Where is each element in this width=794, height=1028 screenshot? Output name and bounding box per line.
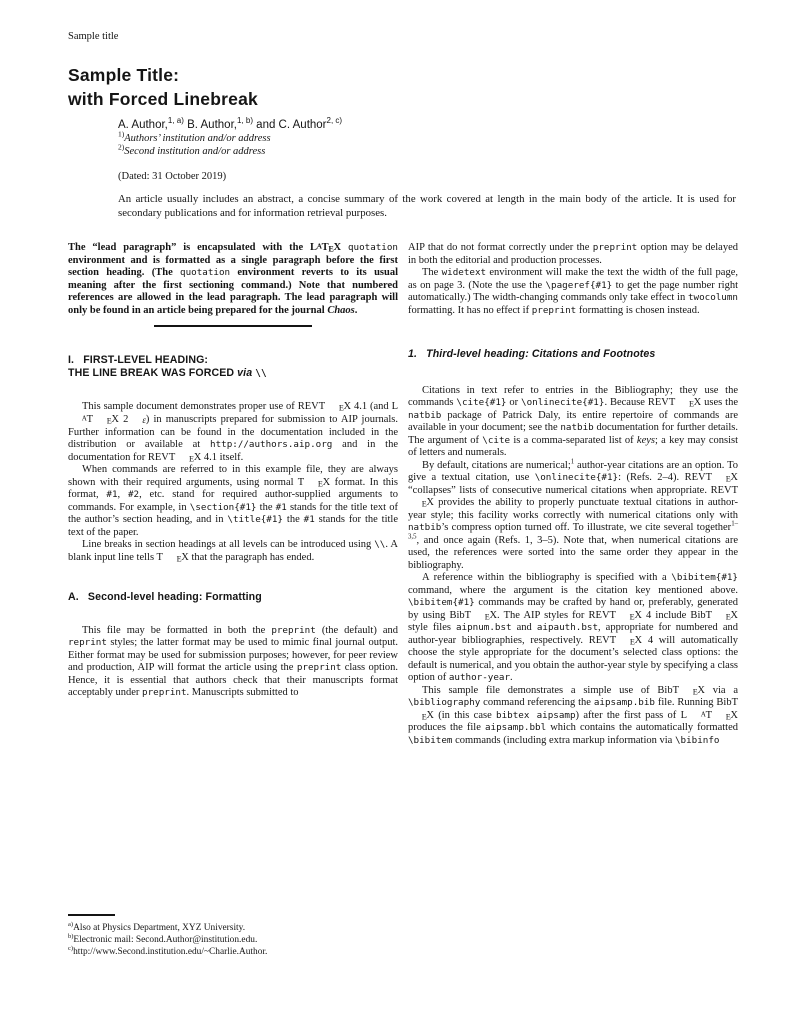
footnote-b: $^{b)}$Electronic mail: Second.Author@institution.edu. — [68, 932, 258, 945]
abstract-text: An article usually includes an abstract, a concise summary of the work covered at length in the main body of the article. It is used for secondary publications and for information retrieval purposes. — [118, 193, 736, 219]
footnote-c: $^{c)}$http://www.Second.institution.edu/~Charlie.Author. — [68, 944, 268, 957]
paper-title-line-2: with Forced Linebreak — [68, 89, 258, 109]
running-head: Sample title — [68, 31, 119, 42]
paragraph-commands: When commands are referred to in this example file, they are always shown with their required arguments, using normal T EX format. In this format, #1, #2, etc. stand for required author-supplied arguments to commands. For example, in \section{#1} the #1 stands for the title text of the author’s section heading, and in \title{#1} the #1 stands for the title text of the paper. — [68, 464, 399, 538]
affiliation-2: $^{2)}$Second institution and/or address — [118, 142, 266, 157]
paragraph-bibtex-sample: This sample file demonstrates a simple use of BibT EX via a \bibliography command referencing the aipsamp.bib file. Running BibTEX (in this case bibtex aipsamp) after the first pass of L AT EX produces the file aipsamp.bbl which contains the automatically formatted \bibitem commands (including extra markup information via \bibinfo — [408, 684, 738, 746]
lead-paragraph: The “lead paragraph” is encapsulated with the LATEX quotation environment and is formatted as a single paragraph before the first section heading. (The quotation environment reverts to its usual meaning after the first sectioning command.) Note that numbered references are allowed in the lead paragraph. The lead paragraph will only be found in an article being prepared for the journal Chaos. — [68, 242, 398, 316]
section-heading-1-line-2: THE LINE BREAK WAS FORCED via \\ — [68, 367, 267, 380]
subsection-heading-a: A. Second-level heading: Formatting — [68, 591, 262, 604]
affiliation-1: $^{1)}$Authors’ institution and/or address — [118, 129, 271, 144]
page-content — [0, 31, 794, 958]
section-heading-1-line-1: I. FIRST-LEVEL HEADING: — [68, 353, 209, 366]
subsubsection-heading-1: 1. Third-level heading: Citations and Footnotes — [408, 348, 656, 361]
paragraph-preprint-continuation: AIP that do not format correctly under the preprint option may be delayed in both the editorial and production processes. — [408, 242, 738, 266]
dated-line: (Dated: 31 October 2019) — [118, 171, 227, 182]
paragraph-linebreaks: Line breaks in section headings at all levels can be introduced using \\. A blank input line tells T EX that the paragraph has ended. — [68, 539, 398, 564]
paragraph-revtex-intro: This sample document demonstrates proper use of REVT EX 4.1 (and LAT EX 2 ε) in manuscripts prepared for submission to AIP journals. Further information can be found in the documentation included in the distribution or available at http://authors.aip.org and in the documentation for REVT EX 4.1 itself. — [68, 400, 399, 464]
footnote-a: $^{a)}$Also at Physics Department, XYZ University. — [68, 920, 246, 933]
paragraph-formatting: This file may be formatted in both the preprint (the default) and reprint styles; the latter format may be used to mimic final journal output. Either format may be used for submission purposes; however, for peer review and production, AIP will format the article using the preprint class option. Hence, it is essential that authors check that their manuscripts format acceptably under preprint. Manuscripts submitted to — [68, 624, 399, 699]
section-heading-1 — [68, 354, 398, 381]
paragraph-citations: Citations in text refer to entries in the Bibliography; they use the commands \cite{#1} or \onlinecite{#1}. Because REVT EX uses the natbib package of Patrick Daly, its entire repertoire of commands are available in your document; see the natbib documentation for further details. The argument of \cite is a comma-separated list of keys; a key may consist of letters and numerals. — [408, 384, 738, 459]
authors-line: A. Author,$^{1, a)}$ B. Author,$^{1, b)}$ and C. Author$^{2, c)}$ — [118, 116, 343, 131]
two-column-body — [68, 242, 738, 958]
paper-title-line-1: Sample Title: — [68, 65, 180, 85]
paragraph-widetext: The widetext environment will make the text the width of the full page, as on page 3. (Note the use the \pageref{#1} to get the page number right automatically.) The width-changing commands only take effect in twocolumn formatting. It has no effect if preprint formatting is chosen instead. — [408, 267, 739, 316]
paragraph-numerical-citations: By default, citations are numerical;$^1$ author-year citations are an option. To give a textual citation, use \onlinecite{#1}: (Refs. 2–4). REVT EX “collapses” lists of consecutive numerical citations when appropriate. REVTEX provides the ability to properly punctuate textual citations in author-year style; this facility works correctly with numerical citations only with natbib’s compress option turned off. To illustrate, we cite several together$^{1-3,5}$, and once again (Refs. 1, 3–5). Note that, when numerical citations are used, the references were sorted into the same order they appear in the bibliography. — [408, 458, 739, 571]
title-block — [68, 63, 738, 111]
left-column — [68, 242, 398, 958]
paragraph-bibitem: A reference within the bibliography is specified with a \bibitem{#1} command, where the argument is the citation key mentioned above. \bibitem{#1} commands may be crafted by hand or, preferably, generated by using BibT EX. The AIP styles for REVT EX 4 include BibT EX style files aipnum.bst and aipauth.bst, appropriate for numbered and author-year bibliographies, respectively. REVT EX 4 will automatically choose the style appropriate for the document’s selected class options: the default is numerical, and you obtain the author-year style by specifying a class option of author-year. — [408, 572, 738, 684]
lead-separator-rule — [154, 325, 312, 326]
right-column — [408, 242, 738, 958]
footnote-block — [68, 914, 398, 958]
footnote-rule — [68, 914, 115, 915]
